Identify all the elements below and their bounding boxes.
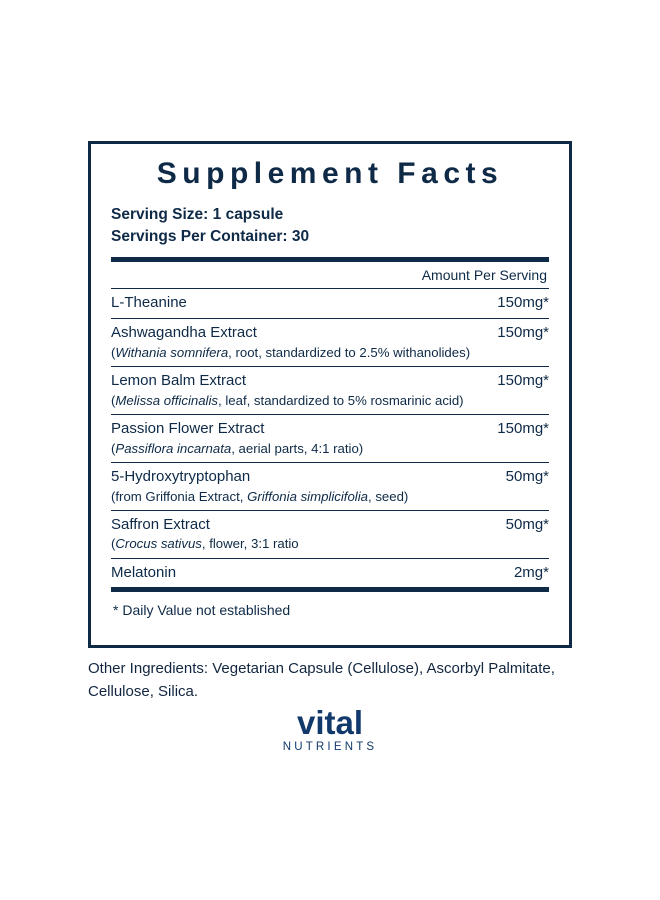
ingredient-detail [111,440,549,457]
row-main [111,420,549,439]
ingredient-name: 5-Hydroxytryptophan [111,467,251,485]
detail-post: , flower, 3:1 ratio [201,536,299,552]
ingredient-amount: 150mg* [497,324,549,342]
supplement-facts-panel [88,141,572,648]
ingredient-name: Lemon Balm Extract [111,371,247,389]
ingredient-amount: 150mg* [497,371,549,389]
ingredient-name: L-Theanine [111,294,187,312]
amount-per-serving-header: Amount Per Serving [421,266,547,283]
detail-latin: Withania somnifera [115,344,229,360]
table-row [111,463,549,510]
ingredient-amount: 2mg* [513,563,549,581]
ingredient-amount: 150mg* [497,294,549,312]
table-row [111,289,549,318]
ingredient-detail [111,535,549,552]
other-ingredients-text: Other Ingredients: Vegetarian Capsule (Cellulose), Ascorbyl Palmitate, Cellulose, Silica. [88,660,555,701]
ingredient-detail [111,488,549,505]
detail-latin: Griffonia simplicifolia [247,488,368,504]
ingredient-name: Ashwagandha Extract [111,324,257,342]
panel-content [111,158,549,620]
detail-post: , leaf, standardized to 5% rosmarinic acid) [218,392,464,408]
servings-per-container: Servings Per Container: 30 [111,227,310,245]
detail-pre: ( [111,344,116,360]
table-row [111,367,549,414]
detail-post: , seed) [368,488,409,504]
ingredient-name: Melatonin [111,563,177,581]
serving-info [111,204,549,248]
ingredient-name: Saffron Extract [111,515,210,533]
detail-post: , aerial parts, 4:1 ratio) [231,440,364,456]
table-row [111,511,549,558]
row-main [111,294,549,313]
ingredient-detail [111,392,549,409]
ingredient-detail [111,344,549,361]
detail-pre: ( [111,392,116,408]
brand-logo [0,706,660,754]
detail-post: , root, standardized to 2.5% withanolides) [228,344,471,360]
detail-latin: Crocus sativus [115,536,202,552]
detail-latin: Passiflora incarnata [115,440,232,456]
brand-name: vital [296,704,364,741]
table-row [111,319,549,366]
row-main [111,372,549,391]
ingredient-amount: 50mg* [505,467,549,485]
page-title: Supplement Facts [156,157,504,190]
detail-pre: ( [111,440,116,456]
table-row [111,559,549,588]
row-main [111,564,549,583]
serving-size: Serving Size: 1 capsule [111,205,284,223]
daily-value-footnote: * Daily Value not established [113,602,291,619]
detail-pre: ( [111,536,116,552]
ingredient-name: Passion Flower Extract [111,419,265,437]
detail-pre: (from Griffonia Extract, [111,488,248,504]
row-main [111,324,549,343]
ingredient-amount: 50mg* [505,515,549,533]
row-main [111,516,549,535]
detail-latin: Melissa officinalis [115,392,219,408]
table-row [111,415,549,462]
brand-tagline: NUTRIENTS [282,741,378,753]
ingredient-amount: 150mg* [497,419,549,437]
row-main [111,468,549,487]
